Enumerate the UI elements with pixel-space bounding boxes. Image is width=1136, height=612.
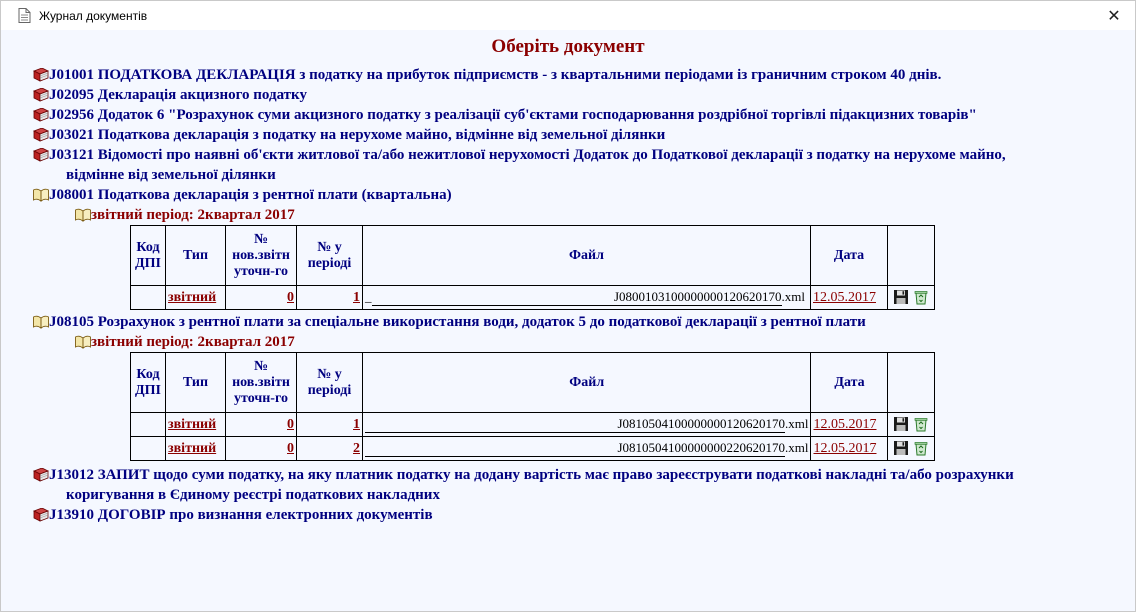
col-kod: Код ДПІ	[131, 353, 166, 413]
nov-link[interactable]: 0	[287, 440, 294, 456]
nov-link[interactable]: 0	[287, 289, 294, 305]
cell-kod	[131, 286, 166, 310]
document-list	[1, 65, 1135, 525]
doc-title-cont: коригування в Єдиному реєстрі податкових накладних	[66, 487, 440, 503]
files-table-j08001	[130, 225, 935, 310]
col-file: Файл	[363, 226, 811, 286]
doc-title: Податкова декларація з податку на нерухоме майно, відмінне від земельної ділянки	[97, 127, 666, 143]
recycle-bin-icon[interactable]	[913, 416, 929, 432]
book-open-icon	[33, 315, 49, 329]
doc-code: J02956	[49, 107, 94, 123]
col-n: № у періоді	[297, 353, 363, 413]
doc-title: Розрахунок з рентної плати за спеціальне використання води, додаток 5 до податкової декларації з рентної плати	[97, 314, 866, 330]
doc-j13910[interactable]	[1, 505, 1135, 525]
window-title: Журнал документів	[39, 8, 148, 23]
floppy-disk-icon[interactable]	[893, 440, 909, 456]
book-closed-icon	[33, 468, 49, 482]
recycle-bin-icon[interactable]	[913, 289, 929, 305]
doc-code: J08105	[49, 314, 94, 330]
file-cell	[363, 286, 811, 310]
file-ext: .xml	[785, 440, 809, 455]
page-title: Оберіть документ	[491, 36, 645, 57]
tip-link[interactable]: звітний	[168, 289, 217, 305]
recycle-bin-icon[interactable]	[913, 440, 929, 456]
doc-title: ЗАПИТ щодо суми податку, на яку платник податку на додану вартість має право зареєструвати податкові накладні та/або розрахунки	[97, 467, 1014, 483]
doc-j08001[interactable]	[1, 185, 1135, 205]
table-row	[131, 437, 935, 461]
col-date: Дата	[811, 353, 888, 413]
col-actions	[888, 226, 935, 286]
period-label: звітний період: 2квартал 2017	[91, 207, 295, 223]
book-closed-icon	[33, 128, 49, 142]
table-row	[131, 413, 935, 437]
doc-j08105[interactable]	[1, 312, 1135, 332]
file-name: J0800103100000000120620170	[372, 289, 782, 306]
doc-title: Додаток 6 "Розрахунок суми акцизного податку з реалізації суб'єктами господарювання роздрібної торгівлі підакцизних товарів"	[97, 107, 977, 123]
file-cell	[363, 413, 811, 437]
period-j08105[interactable]	[1, 332, 1135, 352]
doc-title: ДОГОВІР про визнання електронних документів	[97, 507, 433, 523]
period-label: звітний період: 2квартал 2017	[91, 334, 295, 350]
doc-j01001[interactable]	[1, 65, 1135, 85]
col-nov: № нов.звітн уточн-го	[226, 226, 297, 286]
floppy-disk-icon[interactable]	[893, 416, 909, 432]
content-area	[1, 34, 1135, 525]
book-closed-icon	[33, 508, 49, 522]
doc-code: J01001	[49, 67, 94, 83]
file-name: J0810504100000000120620170	[365, 416, 785, 433]
doc-j03021[interactable]	[1, 125, 1135, 145]
document-icon	[18, 8, 32, 24]
doc-code: J03121	[49, 147, 94, 163]
col-n: № у періоді	[297, 226, 363, 286]
doc-j02956[interactable]	[1, 105, 1135, 125]
doc-code: J13012	[49, 467, 94, 483]
book-open-icon	[75, 208, 91, 222]
file-name: J0810504100000000220620170	[365, 440, 785, 457]
files-table-j08105	[130, 352, 935, 461]
date-link[interactable]: 12.05.2017	[813, 416, 877, 432]
file-cell	[363, 437, 811, 461]
date-link[interactable]: 12.05.2017	[813, 289, 876, 305]
book-open-icon	[75, 335, 91, 349]
close-button[interactable]: ✕	[1107, 5, 1121, 25]
doc-code: J08001	[49, 187, 94, 203]
col-date: Дата	[811, 226, 888, 286]
n-link[interactable]: 2	[353, 440, 360, 456]
cell-kod	[131, 437, 166, 461]
doc-code: J13910	[49, 507, 94, 523]
doc-code: J03021	[49, 127, 94, 143]
date-link[interactable]: 12.05.2017	[813, 440, 877, 456]
doc-title: Декларація акцизного податку	[97, 87, 307, 103]
doc-title: ПОДАТКОВА ДЕКЛАРАЦІЯ з податку на прибуток підприємств - з квартальними періодами із граничним строком 40 днів.	[97, 67, 942, 83]
doc-title: Податкова декларація з рентної плати (квартальна)	[97, 187, 452, 203]
file-prefix: _	[365, 289, 372, 304]
book-closed-icon	[33, 108, 49, 122]
col-file: Файл	[363, 353, 811, 413]
file-ext: .xml	[781, 289, 805, 304]
book-closed-icon	[33, 88, 49, 102]
doc-j03121[interactable]	[1, 145, 1135, 185]
doc-title-cont: відмінне від земельної ділянки	[66, 167, 276, 183]
file-ext: .xml	[785, 416, 809, 431]
col-kod: Код ДПІ	[131, 226, 166, 286]
table-row	[131, 286, 935, 310]
col-tip: Тип	[166, 353, 226, 413]
book-closed-icon	[33, 68, 49, 82]
period-j08001[interactable]	[1, 205, 1135, 225]
cell-kod	[131, 413, 166, 437]
n-link[interactable]: 1	[353, 416, 360, 432]
doc-title: Відомості про наявні об'єкти житлової та/або нежитлової нерухомості Додаток до Податкової декларації з податку на нерухоме майно,	[97, 147, 1006, 163]
doc-code: J02095	[49, 87, 94, 103]
doc-j02095[interactable]	[1, 85, 1135, 105]
n-link[interactable]: 1	[353, 289, 360, 305]
col-tip: Тип	[166, 226, 226, 286]
book-closed-icon	[33, 148, 49, 162]
floppy-disk-icon[interactable]	[893, 289, 909, 305]
col-nov: № нов.звітн уточн-го	[226, 353, 297, 413]
book-open-icon	[33, 188, 49, 202]
title-bar	[1, 1, 1135, 30]
doc-j13012[interactable]	[1, 465, 1135, 505]
col-actions	[888, 353, 935, 413]
nov-link[interactable]: 0	[287, 416, 294, 432]
tip-link[interactable]: звітний	[168, 440, 217, 456]
tip-link[interactable]: звітний	[168, 416, 217, 432]
